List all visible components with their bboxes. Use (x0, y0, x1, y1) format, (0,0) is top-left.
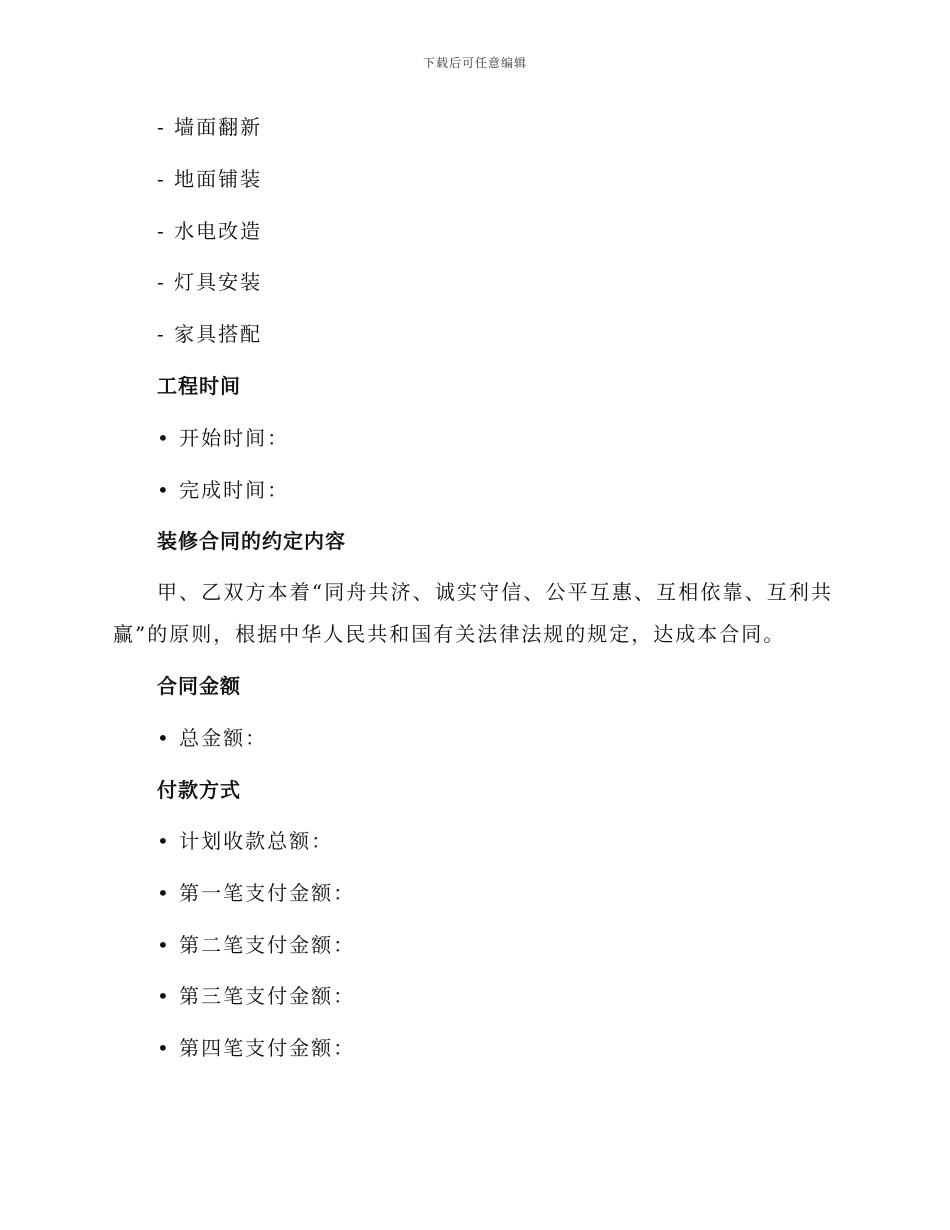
section-title-schedule: 工程时间 (157, 374, 241, 398)
total-amount-field: • 总金额： (157, 726, 268, 750)
section-title-amount: 合同金额 (157, 674, 241, 698)
list-item-plumbing: - 水电改造 (157, 219, 263, 243)
agreement-paragraph: 甲、乙双方本着“同舟共济、诚实守信、公平互惠、互相依靠、互利共赢”的原则，根据中华人民共和国有关法律法规的规定，达成本合同。 (113, 580, 833, 646)
page-header: 下载后可任意编辑 (422, 56, 527, 70)
planned-total-field: • 计划收款总额： (157, 829, 334, 853)
list-item-floor: - 地面铺装 (157, 167, 263, 191)
payment-4-field: • 第四笔支付金额： (157, 1036, 356, 1060)
end-time-field: • 完成时间： (157, 478, 290, 502)
list-item-lighting: - 灯具安装 (157, 270, 263, 294)
start-time-field: • 开始时间： (157, 426, 290, 450)
payment-3-field: • 第三笔支付金额： (157, 984, 356, 1008)
payment-1-field: • 第一笔支付金额： (157, 881, 356, 905)
section-title-payment: 付款方式 (157, 778, 241, 802)
payment-2-field: • 第二笔支付金额： (157, 933, 356, 957)
list-item-furniture: - 家具搭配 (157, 322, 263, 346)
section-title-agreement: 装修合同的约定内容 (157, 529, 346, 553)
list-item-wall: - 墙面翻新 (157, 115, 263, 139)
